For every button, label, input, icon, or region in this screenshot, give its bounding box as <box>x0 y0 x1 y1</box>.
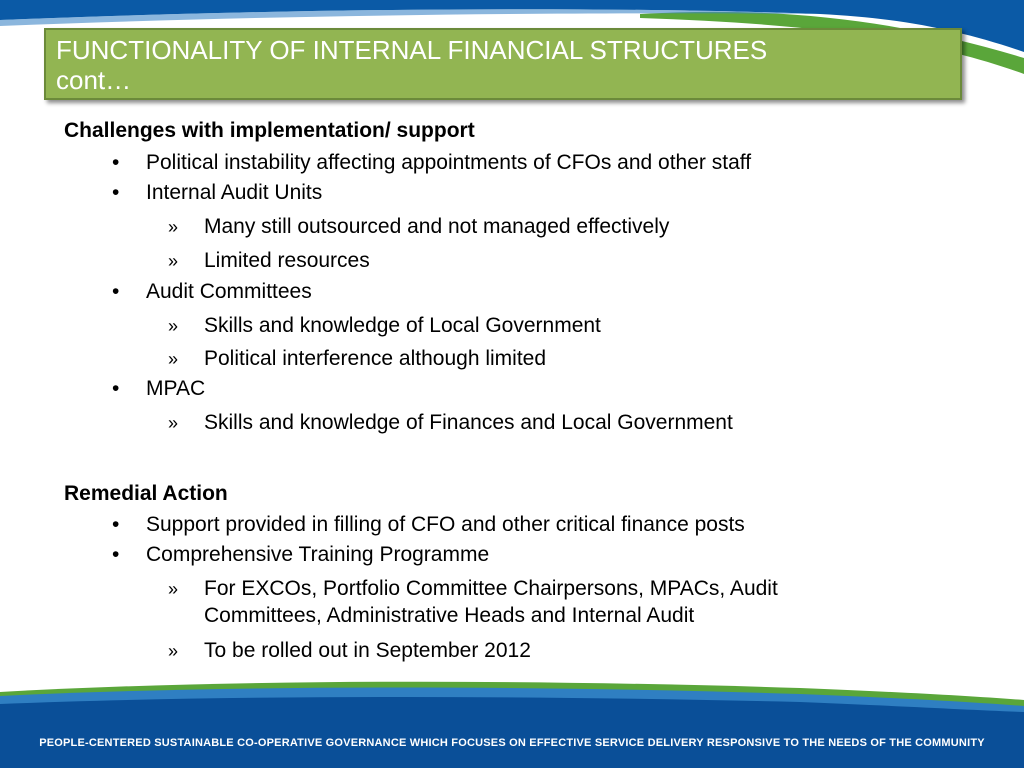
sub-bullet-item-line-1: For EXCOs, Portfolio Committee Chairpersons, MPACs, Audit <box>204 577 778 600</box>
sub-bullet-item: Many still outsourced and not managed effectively <box>204 215 670 238</box>
sub-bullet-item: Limited resources <box>204 249 370 272</box>
bullet-marker: • <box>112 513 120 536</box>
sub-bullet-marker: » <box>168 217 179 237</box>
slide-title-line-2: cont… <box>56 65 132 95</box>
section-heading-remedial: Remedial Action <box>64 482 228 505</box>
bullet-marker: • <box>112 280 120 303</box>
footer-tagline: PEOPLE-CENTERED SUSTAINABLE CO-OPERATIVE GOVERNANCE WHICH FOCUSES ON EFFECTIVE SERVICE DELIVERY RESPONSIVE TO THE NEEDS OF THE COMMUNITY <box>39 737 985 749</box>
slide-title-line-1: FUNCTIONALITY OF INTERNAL FINANCIAL STRUCTURES <box>56 35 768 65</box>
bullet-marker: • <box>112 543 120 566</box>
bullet-item: Audit Committees <box>146 280 312 303</box>
sub-bullet-marker: » <box>168 316 179 336</box>
sub-bullet-item: Skills and knowledge of Finances and Local Government <box>204 411 733 434</box>
bullet-marker: • <box>112 151 120 174</box>
bullet-item: Comprehensive Training Programme <box>146 543 490 566</box>
sub-bullet-item: Skills and knowledge of Local Government <box>204 314 601 337</box>
bullet-item: Internal Audit Units <box>146 181 323 204</box>
sub-bullet-marker: » <box>168 413 179 433</box>
section-heading-challenges: Challenges with implementation/ support <box>64 119 475 142</box>
bullet-item: Political instability affecting appointments of CFOs and other staff <box>146 151 752 174</box>
sub-bullet-marker: » <box>168 579 179 599</box>
sub-bullet-marker: » <box>168 251 179 271</box>
bullet-item: MPAC <box>146 377 206 400</box>
bullet-marker: • <box>112 377 120 400</box>
sub-bullet-marker: » <box>168 349 179 369</box>
sub-bullet-item-line-2: Committees, Administrative Heads and Internal Audit <box>204 604 695 627</box>
sub-bullet-item: Political interference although limited <box>204 347 547 370</box>
bullet-item: Support provided in filling of CFO and other critical finance posts <box>146 513 745 536</box>
sub-bullet-marker: » <box>168 641 179 661</box>
bullet-marker: • <box>112 181 120 204</box>
sub-bullet-item: To be rolled out in September 2012 <box>204 639 531 662</box>
